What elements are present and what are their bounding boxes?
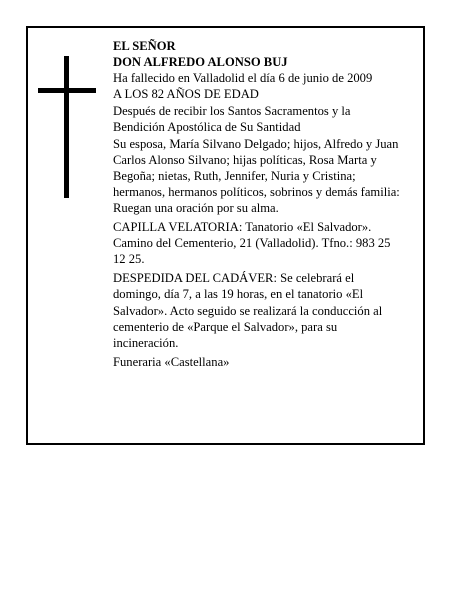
deceased-name: DON ALFREDO ALONSO BUJ: [113, 55, 288, 70]
sacraments-text: Después de recibir los Santos Sacramentos y la Bendición Apostólica de Su Santidad: [113, 104, 351, 135]
family-text: Su esposa, María Silvano Delgado; hijos, Alfredo y Juan Carlos Alonso Silvano; hijas políticas, Rosa Marta y Begoña; nietas, Ruth, Jennifer, Nuria y Cristina; hermanos, hermanos políticos, sobrinos y demás familia:: [113, 136, 400, 199]
obituary-text: [113, 38, 403, 370]
death-line: Ha fallecido en Valladolid el día 6 de junio de 2009: [113, 71, 373, 86]
latin-cross-icon: [36, 56, 96, 198]
farewell-text: DESPEDIDA DEL CADÁVER: Se celebrará el domingo, día 7, a las 19 horas, en el tanatorio «El Salvador». Acto seguido se realizará la conducción al cementerio de «Parque el Salvador», para su incineración.: [113, 271, 383, 350]
cross-horizontal-bar: [38, 88, 96, 93]
prayer-text: Ruegan una oración por su alma.: [113, 200, 279, 215]
obituary-title: EL SEÑOR: [113, 39, 176, 53]
cross-vertical-bar: [64, 56, 69, 198]
age-line: A LOS 82 AÑOS DE EDAD: [113, 87, 259, 102]
chapel-text: CAPILLA VELATORIA: Tanatorio «El Salvador». Camino del Cementerio, 21 (Valladolid). Tfno.: 983 25 12 25.: [113, 220, 391, 267]
funeral-home: Funeraria «Castellana»: [113, 354, 230, 369]
